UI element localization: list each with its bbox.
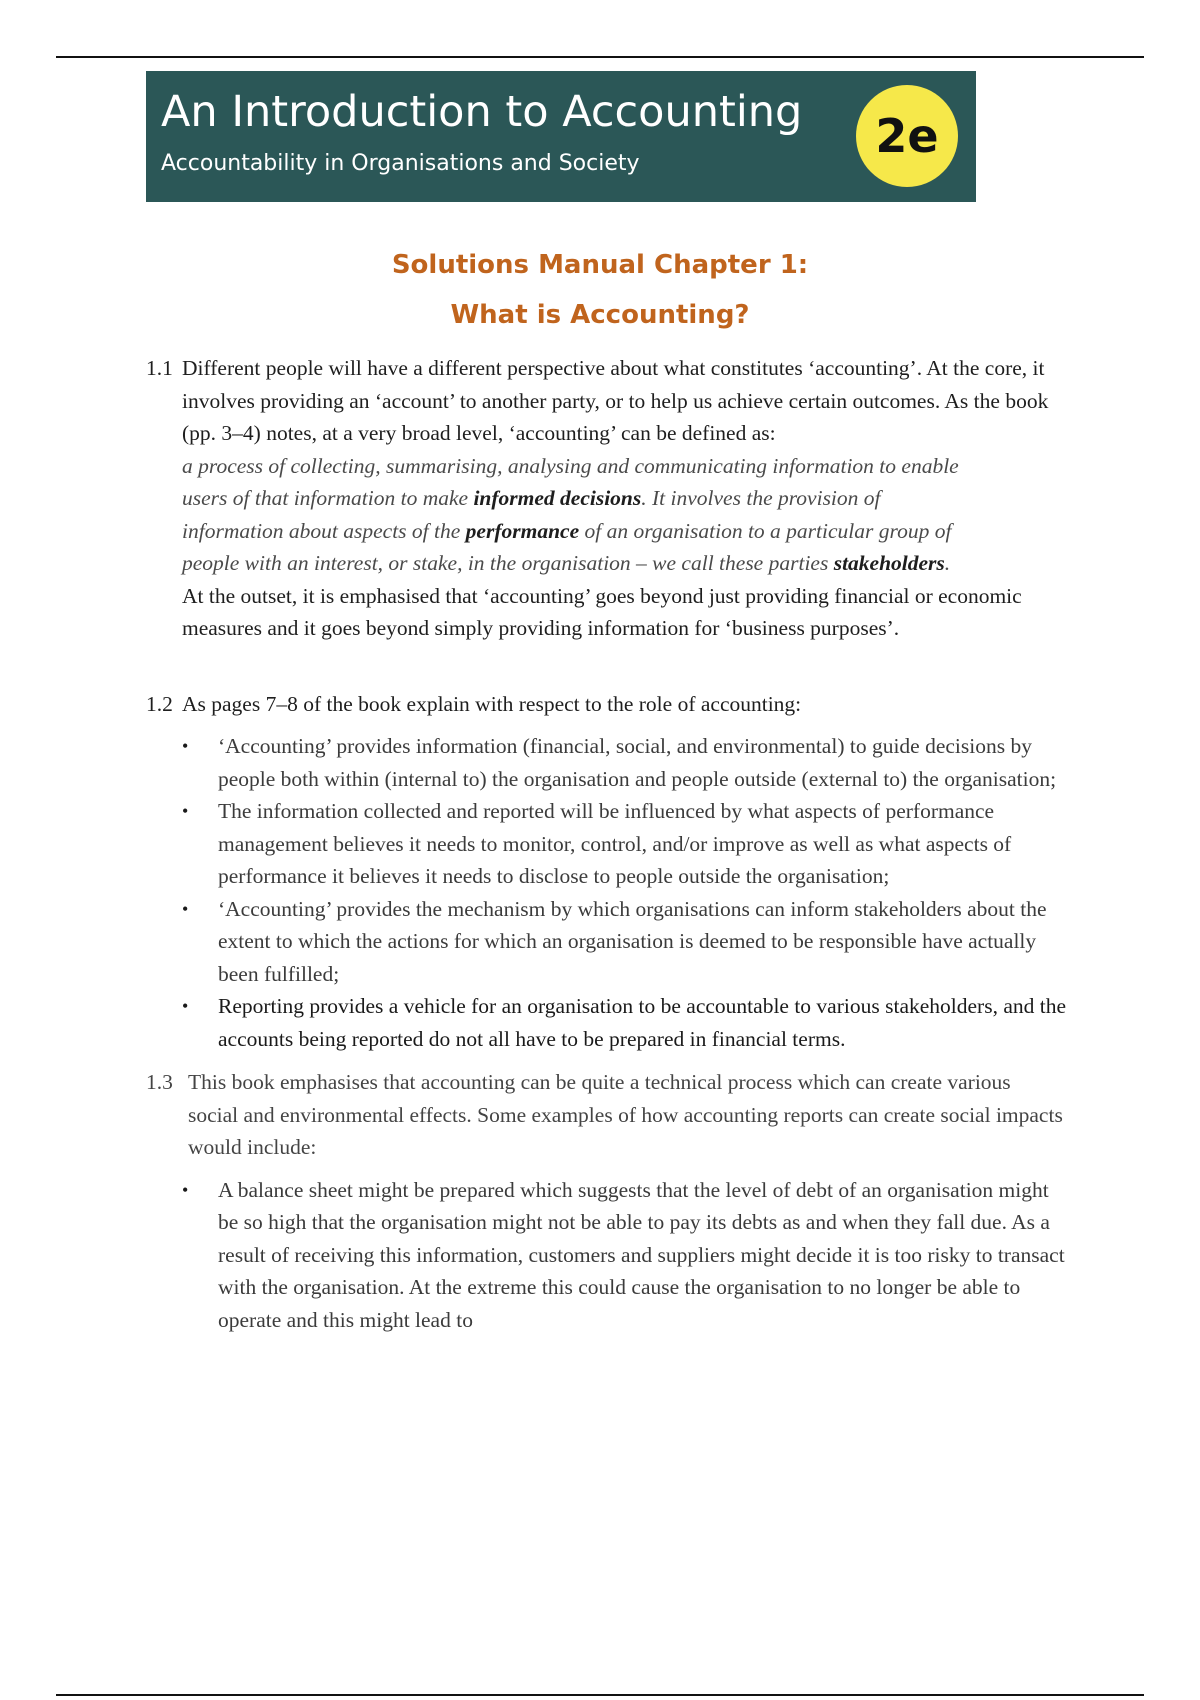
answer-1-2 xyxy=(146,688,1066,721)
quote-text: . It involves the provision of information about aspects of the xyxy=(182,486,881,543)
bullet-icon: • xyxy=(182,996,189,1016)
definition-quote xyxy=(182,450,972,580)
edition-badge: 2e xyxy=(856,85,958,187)
social-impacts-list xyxy=(146,1174,1066,1337)
quote-term-informed-decisions: informed decisions xyxy=(473,486,642,510)
bullet-icon: • xyxy=(182,736,189,756)
answer-conclusion: At the outset, it is emphasised that ‘accounting’ goes beyond just providing financial or economic measures and it goes beyond simply providing information for ‘business purposes’. xyxy=(182,583,1022,640)
list-item-text: ‘Accounting’ provides information (financial, social, and environmental) to guide decisions by people both within (internal to) the organisation and people outside (external to) the organisation; xyxy=(218,734,1057,791)
role-of-accounting-list xyxy=(146,730,1066,1055)
answer-number: 1.2 xyxy=(146,691,173,716)
top-rule xyxy=(56,56,1144,58)
book-subtitle: Accountability in Organisations and Society xyxy=(161,151,640,176)
list-item-text: ‘Accounting’ provides the mechanism by which organisations can inform stakeholders about the extent to which the actions for which an organisation is deemed to be responsible have actually been fulfilled; xyxy=(218,896,1047,986)
list-item xyxy=(182,990,1067,1055)
spacer xyxy=(146,1055,1066,1066)
answer-number: 1.3 xyxy=(146,1070,173,1094)
answer-intro: Different people will have a different perspective about what constitutes ‘accounting’. At the core, it involves providing an ‘account’ to another party, or to help us achieve certain outcomes. As the book (pp. 3–4) notes, at a very broad level, ‘accounting’ can be defined as: xyxy=(182,356,1049,445)
answer-1-1 xyxy=(146,352,1066,645)
quote-text: of an organisation to a particular group of people with an interest, or stake, in the organisation – we call these parties xyxy=(182,518,952,575)
quote-term-performance: performance xyxy=(465,518,580,543)
quote-term-stakeholders: stakeholders xyxy=(833,551,945,575)
list-item xyxy=(182,730,1066,795)
answer-number: 1.1 xyxy=(146,356,173,380)
answer-1-3 xyxy=(146,1066,1066,1164)
book-title: An Introduction to Accounting xyxy=(161,87,803,137)
answer-intro: This book emphasises that accounting can be quite a technical process which can create various social and environmental effects. Some examples of how accounting reports can create social impacts would include: xyxy=(188,1070,1063,1159)
book-banner xyxy=(146,71,976,202)
quote-text: . xyxy=(944,551,951,575)
spacer xyxy=(146,645,1066,688)
chapter-heading: Solutions Manual Chapter 1: xyxy=(391,250,809,280)
bottom-rule xyxy=(56,1694,1144,1696)
answer-intro: As pages 7–8 of the book explain with respect to the role of accounting: xyxy=(182,691,802,716)
document-body xyxy=(146,352,1066,1336)
chapter-subheading: What is Accounting? xyxy=(450,300,750,330)
bullet-icon: • xyxy=(182,801,189,821)
bullet-icon: • xyxy=(182,1179,189,1200)
list-item-text: Reporting provides a vehicle for an organisation to be accountable to various stakeholders, and the accounts being reported do not all have to be prepared in financial terms. xyxy=(218,994,1067,1051)
list-item xyxy=(182,795,1066,893)
list-item xyxy=(182,893,1066,991)
bullet-icon: • xyxy=(182,898,189,919)
quote-text: a process of collecting, summarising, analysing and communicating information to enable users of that information to make xyxy=(182,453,959,510)
list-item xyxy=(182,1174,1066,1337)
list-item-text: The information collected and reported will be influenced by what aspects of performance management believes it needs to monitor, control, and/or improve as well as what aspects of performance it believes it needs to disclose to people outside the organisation; xyxy=(218,799,1012,888)
list-item-text: A balance sheet might be prepared which suggests that the level of debt of an organisation might be so high that the organisation might not be able to pay its debts as and when they fall due. As a result of receiving this information, customers and suppliers might decide it is too risky to transact with the organisation. At the extreme this could cause the organisation to no longer be able to operate and this might lead to xyxy=(218,1177,1065,1332)
